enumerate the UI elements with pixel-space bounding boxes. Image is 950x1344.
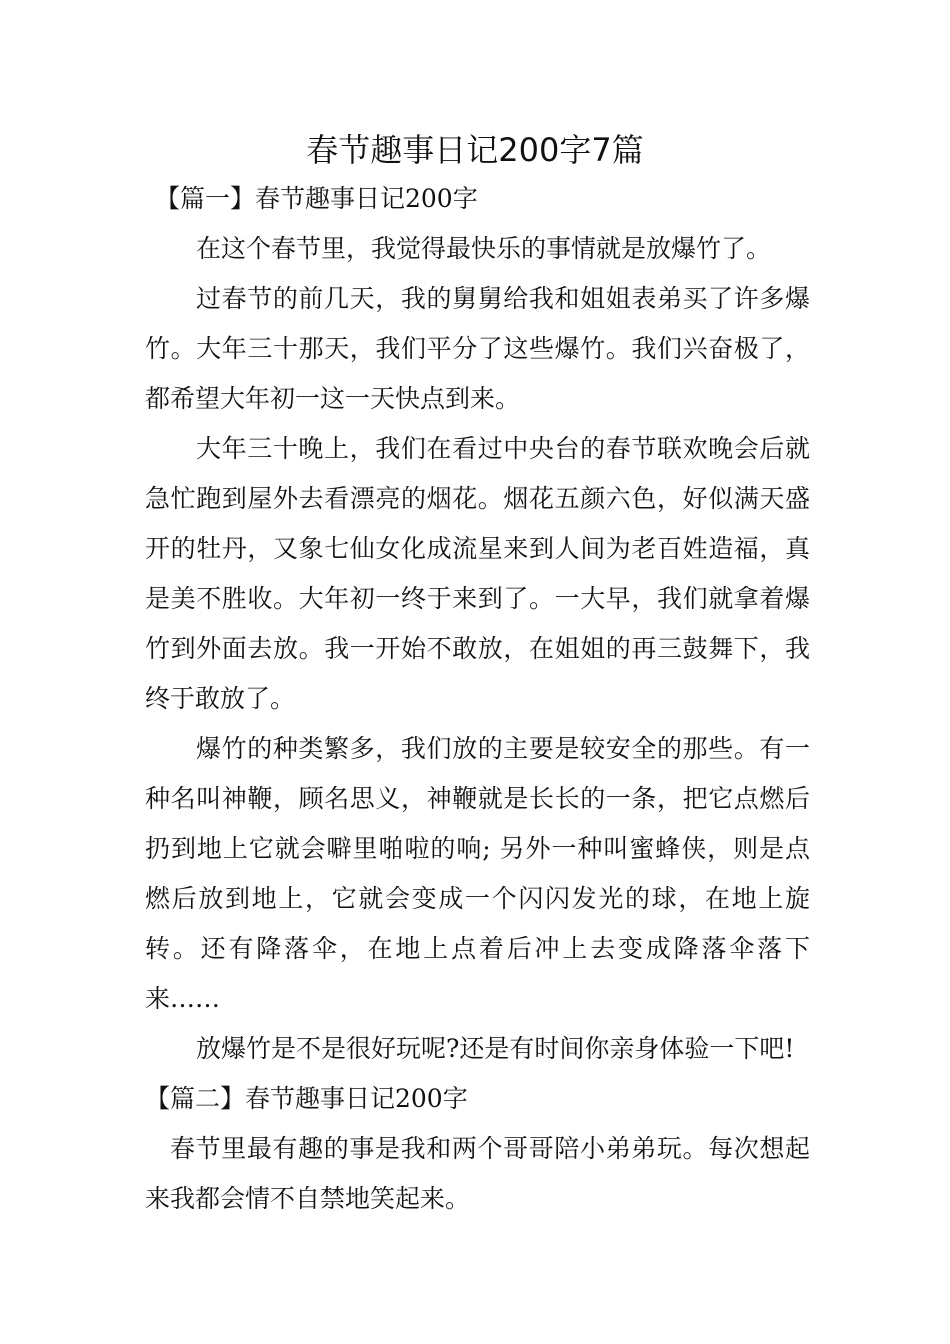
paragraph: 过春节的前几天，我的舅舅给我和姐姐表弟买了许多爆竹。大年三十那天，我们平分了这些爆竹。我们兴奋极了，都希望大年初一这一天快点到来。 bbox=[145, 284, 810, 413]
document-body bbox=[145, 174, 810, 1224]
paragraph: 大年三十晚上，我们在看过中央台的春节联欢晚会后就急忙跑到屋外去看漂亮的烟花。烟花五颜六色，好似满天盛开的牡丹，又象七仙女化成流星来到人间为老百姓造福，真是美不胜收。大年初一终于来到了。一大早，我们就拿着爆竹到外面去放。我一开始不敢放，在姐姐的再三鼓舞下，我终于敢放了。 bbox=[145, 434, 810, 713]
section-heading-1: 【篇一】春节趣事日记200字 bbox=[155, 184, 478, 213]
paragraph: 在这个春节里，我觉得最快乐的事情就是放爆竹了。 bbox=[196, 234, 772, 263]
paragraph: 放爆竹是不是很好玩呢?还是有时间你亲身体验一下吧! bbox=[196, 1034, 795, 1063]
paragraph: 春节里最有趣的事是我和两个哥哥陪小弟弟玩。每次想起来我都会情不自禁地笑起来。 bbox=[145, 1134, 810, 1213]
document-title: 春节趣事日记200字7篇 bbox=[306, 131, 644, 169]
section-heading-2: 【篇二】春节趣事日记200字 bbox=[145, 1084, 468, 1113]
paragraph: 爆竹的种类繁多，我们放的主要是较安全的那些。有一种名叫神鞭，顾名思义，神鞭就是长长的一条，把它点燃后扔到地上它就会噼里啪啦的响; 另外一种叫蜜蜂侠，则是点燃后放到地上，它就会变成一个闪闪发光的球，在地上旋转。还有降落伞，在地上点着后冲上去变成降落伞落下来…… bbox=[145, 734, 810, 1013]
